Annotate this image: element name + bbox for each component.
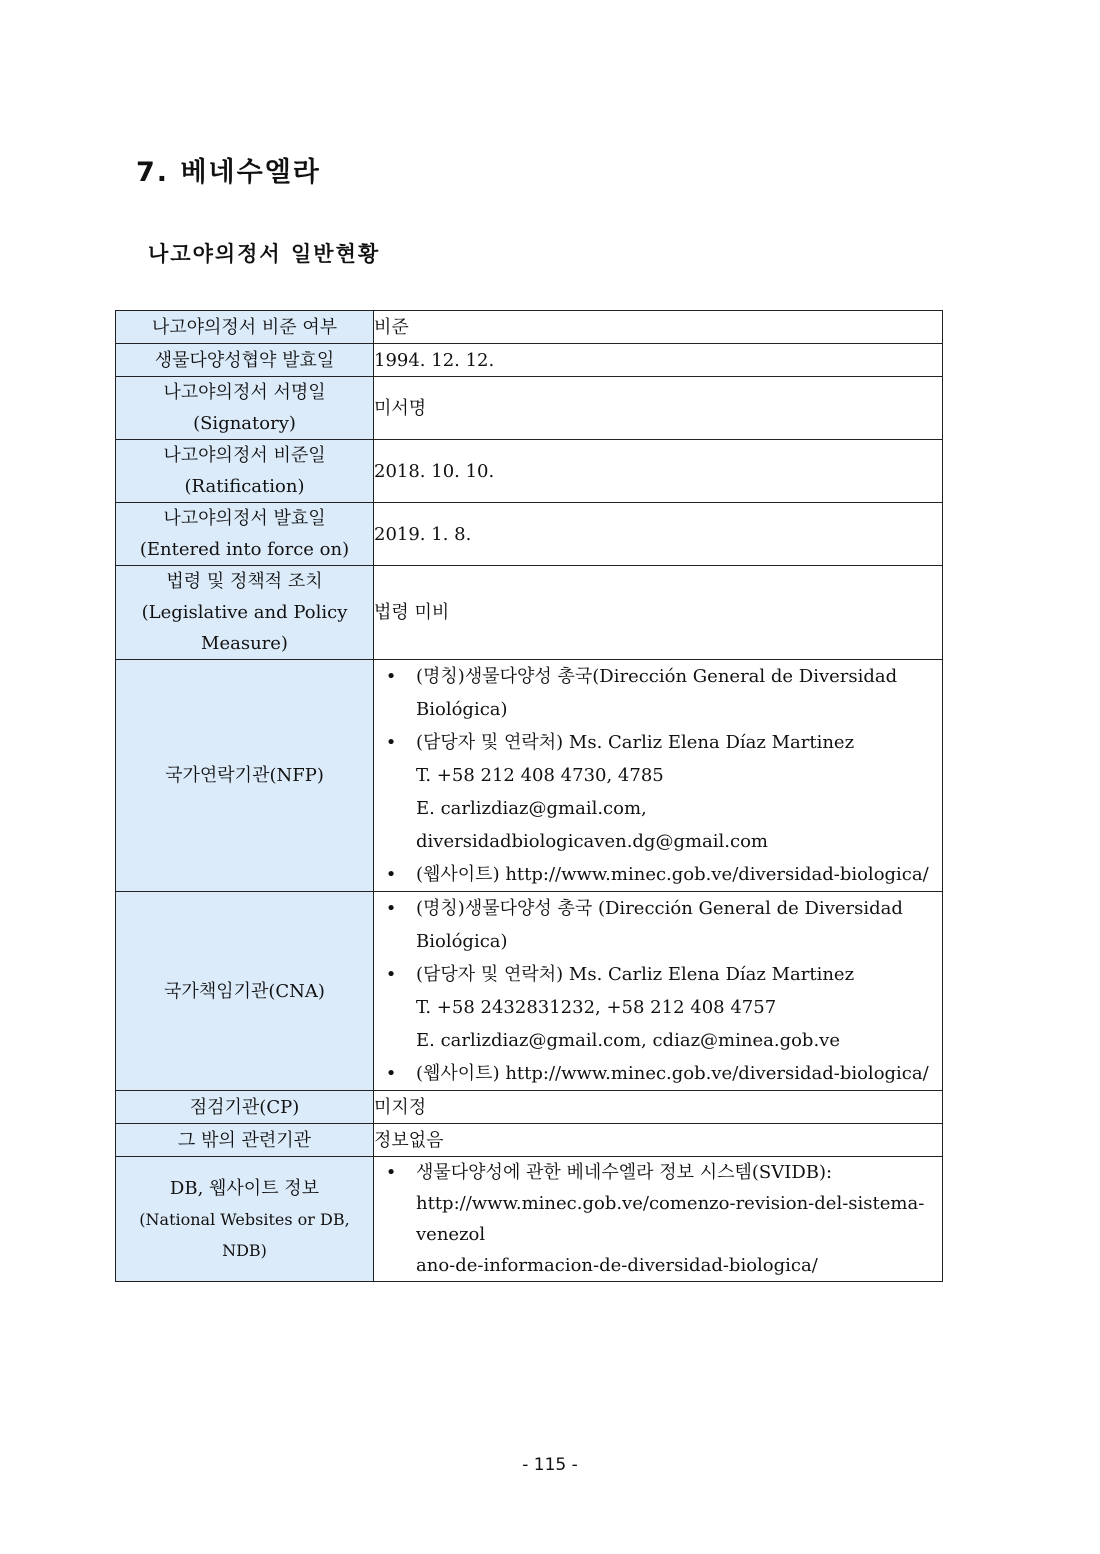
bullet-icon: • [385,732,397,753]
nfp-value [374,660,943,892]
row-value: 2018. 10. 10. [374,440,943,503]
bullet-icon: • [385,666,397,687]
row-label: 생물다양성협약 발효일 [116,344,374,377]
bullet-icon: • [385,964,397,985]
row-value: 2019. 1. 8. [374,503,943,566]
list-item: • (담당자 및 연락처) Ms. Carliz Elena Díaz Martinez T. +58 212 408 4730, 4785 E. carlizdiaz@gmail.com, diversidadbiologicaven.dg@gmail.com [384,726,942,858]
nfp-list [384,660,942,891]
row-label: 나고야의정서 발효일 (Entered into force on) [116,503,374,566]
list-item: • (명칭)생물다양성 총국(Dirección General de Diversidad Biológica) [384,660,942,726]
table-row [116,440,943,503]
row-value: 비준 [374,311,943,344]
list-item: • (웹사이트) http://www.minec.gob.ve/diversidad-biologica/ [384,1057,942,1090]
row-value: 1994. 12. 12. [374,344,943,377]
bullet-icon: • [385,898,397,919]
list-item: • (명칭)생물다양성 총국 (Dirección General de Diversidad Biológica) [384,892,942,958]
cna-label: 국가책임기관(CNA) [116,892,374,1091]
cna-list [384,892,942,1090]
nfp-label: 국가연락기관(NFP) [116,660,374,892]
ndb-list [384,1157,942,1281]
bullet-icon: • [385,864,397,885]
cna-value [374,892,943,1091]
table-row [116,377,943,440]
list-item: • (웹사이트) http://www.minec.gob.ve/diversidad-biologica/ [384,858,942,891]
list-item: • 생물다양성에 관한 베네수엘라 정보 시스템(SVIDB): http://www.minec.gob.ve/comenzo-revision-del-sistema-venezol ano-de-informacion-de-diversidad-biologica/ [384,1157,942,1281]
bullet-icon: • [385,1162,397,1183]
cp-value: 미지정 [374,1091,943,1124]
row-value: 법령 미비 [374,566,943,660]
page-title: 7. 베네수엘라 [136,157,321,188]
table-row [116,566,943,660]
row-label: 나고야의정서 서명일 (Signatory) [116,377,374,440]
bullet-icon: • [385,1063,397,1084]
list-item: • (담당자 및 연락처) Ms. Carliz Elena Díaz Martinez T. +58 2432831232, +58 212 408 4757 E. carlizdiaz@gmail.com, cdiaz@minea.gob.ve [384,958,942,1057]
table-row [116,344,943,377]
cp-label: 점검기관(CP) [116,1091,374,1124]
ndb-label: DB, 웹사이트 정보 (National Websites or DB, NDB) [116,1157,374,1282]
table-row [116,503,943,566]
table-row-cna [116,892,943,1091]
table-row-nfp [116,660,943,892]
row-value: 미서명 [374,377,943,440]
row-label: 나고야의정서 비준일 (Ratification) [116,440,374,503]
ndb-value [374,1157,943,1282]
table-row [116,311,943,344]
table-row-ndb [116,1157,943,1282]
page-number: - 115 - [522,1455,578,1475]
other-value: 정보없음 [374,1124,943,1157]
nagoya-status-table [115,310,943,1282]
section-subtitle: 나고야의정서 일반현황 [148,242,381,266]
table-row-other [116,1124,943,1157]
row-label: 법령 및 정책적 조치 (Legislative and Policy Measure) [116,566,374,660]
row-label: 나고야의정서 비준 여부 [116,311,374,344]
other-label: 그 밖의 관련기관 [116,1124,374,1157]
table-row-cp [116,1091,943,1124]
